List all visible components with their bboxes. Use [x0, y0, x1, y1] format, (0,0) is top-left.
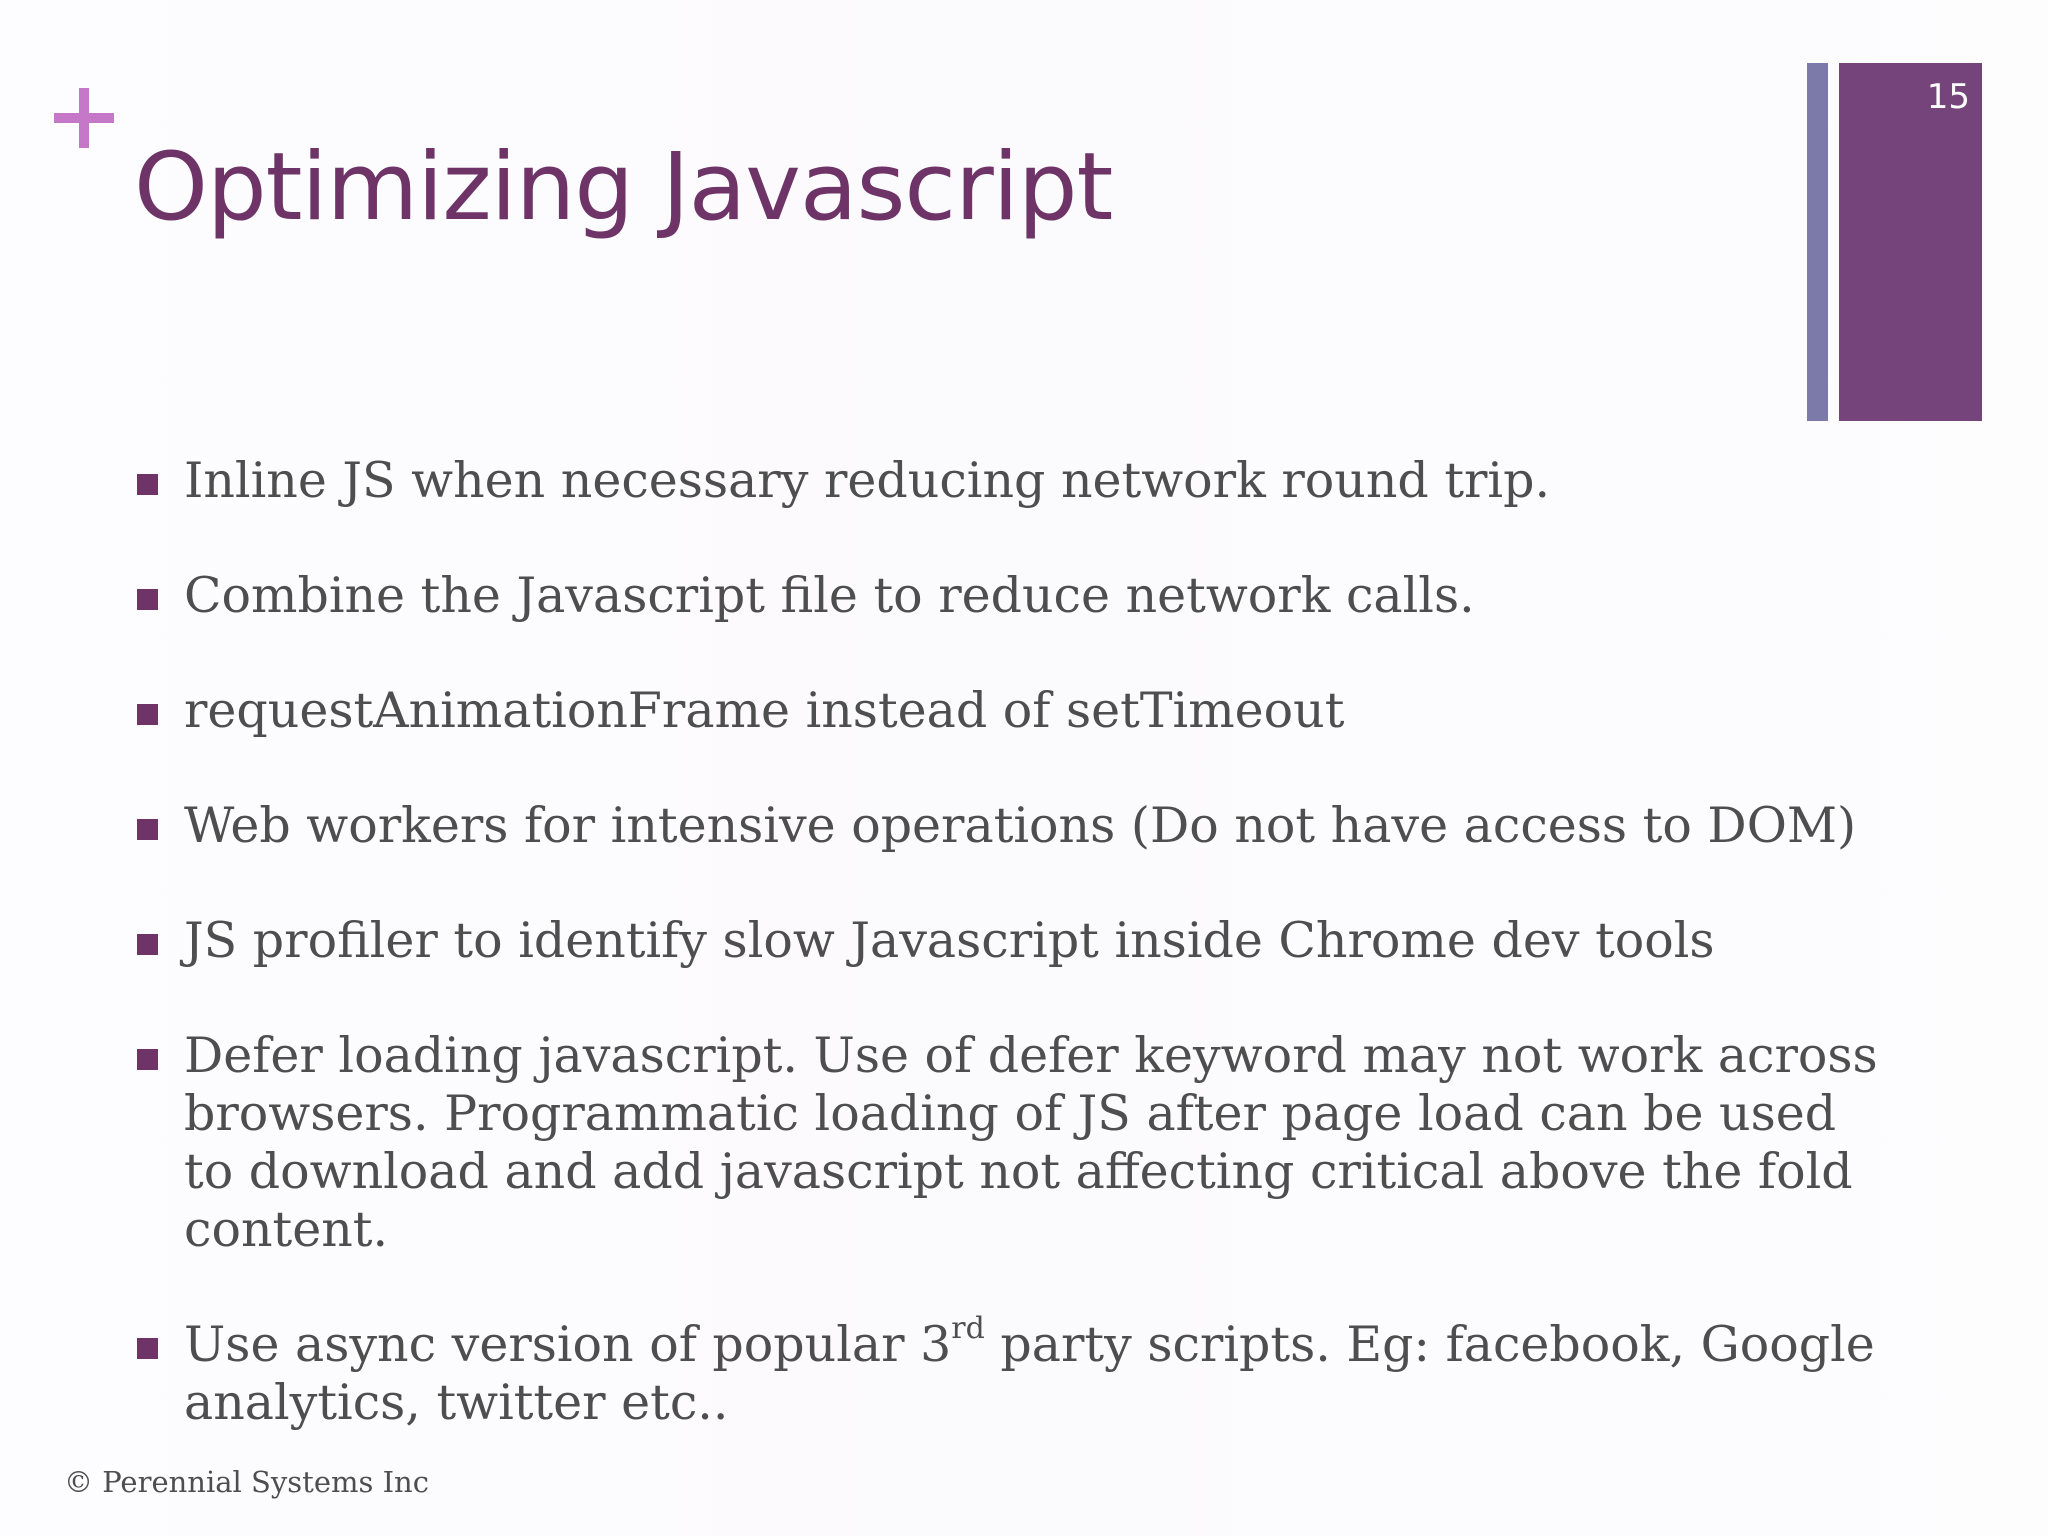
bullet-text: Inline JS when necessary reducing network round trip.: [184, 452, 1551, 509]
accent-panel: [1839, 63, 1982, 421]
bullet-item: [134, 682, 1894, 740]
square-bullet-icon: [137, 704, 158, 725]
bullet-item: [134, 1310, 1894, 1432]
square-bullet-icon: [137, 1338, 158, 1359]
bullet-text: JS profiler to identify slow Javascript inside Chrome dev tools: [184, 912, 1715, 969]
slide-title: Optimizing Javascript: [134, 133, 1113, 242]
copyright-footer: © Perennial Systems Inc: [64, 1465, 429, 1499]
bullet-list: [134, 452, 1894, 1489]
bullet-item: [134, 912, 1894, 970]
slide-number: 15: [1926, 77, 1970, 117]
accent-bar: [1807, 63, 1828, 421]
bullet-text: Combine the Javascript file to reduce network calls.: [184, 567, 1475, 624]
bullet-text: [184, 1310, 1875, 1431]
bullet-text: requestAnimationFrame instead of setTimeout: [184, 682, 1345, 739]
square-bullet-icon: [137, 934, 158, 955]
bullet-text-start: Use async version of popular 3: [184, 1316, 952, 1373]
bullet-text: Defer loading javascript. Use of defer keyword may not work across browsers. Programmatic loading of JS after page load can be used to download and add javascript not affecting critical above the fold content.: [184, 1027, 1878, 1258]
square-bullet-icon: [137, 474, 158, 495]
ordinal-suffix: rd: [951, 1310, 985, 1346]
bullet-item: [134, 1027, 1894, 1259]
square-bullet-icon: [137, 589, 158, 610]
bullet-item: [134, 567, 1894, 625]
bullet-text: Web workers for intensive operations (Do not have access to DOM): [184, 797, 1857, 854]
plus-icon: [54, 88, 114, 148]
bullet-item: [134, 452, 1894, 510]
square-bullet-icon: [137, 1049, 158, 1070]
bullet-item: [134, 797, 1894, 855]
square-bullet-icon: [137, 819, 158, 840]
bullet-text-end: party scripts. Eg: facebook, Google analytics, twitter etc..: [184, 1316, 1875, 1431]
